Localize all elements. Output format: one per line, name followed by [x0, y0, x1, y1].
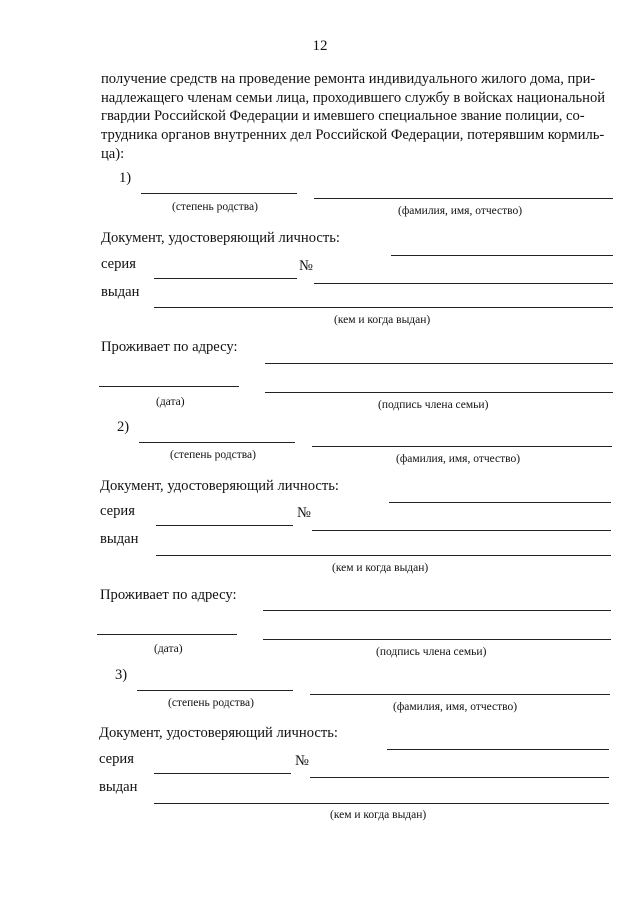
document-type-field[interactable]	[387, 749, 609, 750]
date-caption: (дата)	[156, 396, 185, 408]
full-name-field[interactable]	[310, 694, 610, 695]
document-label: Документ, удостоверяющий личность:	[100, 478, 339, 494]
issued-label: выдан	[99, 779, 138, 795]
signature-caption: (подпись члена семьи)	[378, 399, 489, 411]
series-field[interactable]	[154, 773, 291, 774]
relation-caption: (степень родства)	[168, 697, 254, 709]
number-sign-label: №	[299, 258, 313, 274]
number-field[interactable]	[312, 530, 611, 531]
issued-by-caption: (кем и когда выдан)	[330, 809, 427, 821]
relation-field[interactable]	[141, 193, 297, 194]
document-type-field[interactable]	[391, 255, 613, 256]
issued-label: выдан	[101, 284, 140, 300]
series-label: серия	[100, 503, 135, 519]
address-label: Проживает по адресу:	[100, 587, 237, 603]
series-field[interactable]	[156, 525, 293, 526]
document-label: Документ, удостоверяющий личность:	[99, 725, 338, 741]
issued-by-field[interactable]	[154, 803, 609, 804]
issued-label: выдан	[100, 531, 139, 547]
signature-field[interactable]	[265, 392, 613, 393]
series-label: серия	[101, 256, 136, 272]
relation-field[interactable]	[137, 690, 293, 691]
relation-caption: (степень родства)	[170, 449, 256, 461]
full-name-caption: (фамилия, имя, отчество)	[396, 453, 521, 465]
date-caption: (дата)	[154, 643, 183, 655]
intro-line: гвардии Российской Федерации и имевшего специальное звание полиции, со-	[101, 108, 585, 125]
number-field[interactable]	[314, 283, 613, 284]
series-label: серия	[99, 751, 134, 767]
series-field[interactable]	[154, 278, 297, 279]
issued-by-caption: (кем и когда выдан)	[334, 314, 431, 326]
member-index: 3)	[115, 667, 128, 683]
full-name-caption: (фамилия, имя, отчество)	[393, 701, 518, 713]
member-index: 2)	[117, 419, 130, 435]
address-field[interactable]	[265, 363, 613, 364]
document-label: Документ, удостоверяющий личность:	[101, 230, 340, 246]
relation-caption: (степень родства)	[172, 201, 258, 213]
intro-line: получение средств на проведение ремонта индивидуального жилого дома, при-	[101, 71, 596, 87]
signature-caption: (подпись члена семьи)	[376, 646, 487, 658]
date-field[interactable]	[99, 386, 239, 387]
document-type-field[interactable]	[389, 502, 611, 503]
issued-by-field[interactable]	[154, 307, 613, 308]
number-sign-label: №	[297, 505, 311, 521]
intro-line: трудника органов внутренних дел Российской Федерации, потерявшим кормиль-	[101, 127, 605, 144]
intro-paragraph	[101, 70, 611, 164]
issued-by-field[interactable]	[156, 555, 611, 556]
issued-by-caption: (кем и когда выдан)	[332, 562, 429, 574]
full-name-field[interactable]	[312, 446, 612, 447]
relation-field[interactable]	[139, 442, 295, 443]
address-field[interactable]	[263, 610, 611, 611]
intro-line: надлежащего членам семьи лица, проходившего службу в войсках национальной	[101, 89, 606, 106]
address-label: Проживает по адресу:	[101, 339, 238, 355]
full-name-field[interactable]	[314, 198, 613, 199]
intro-line: ца):	[101, 145, 125, 162]
date-field[interactable]	[97, 634, 237, 635]
member-index: 1)	[119, 170, 132, 186]
number-field[interactable]	[310, 777, 609, 778]
signature-field[interactable]	[263, 639, 611, 640]
full-name-caption: (фамилия, имя, отчество)	[398, 205, 523, 217]
page-number: 12	[312, 38, 328, 54]
number-sign-label: №	[295, 753, 309, 769]
